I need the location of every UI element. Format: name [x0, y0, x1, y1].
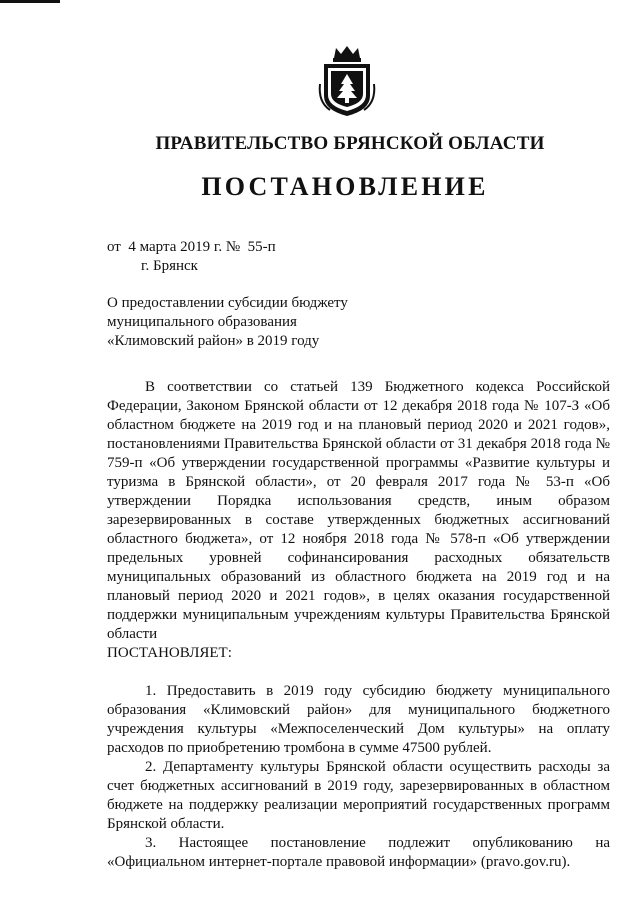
- item-paragraph-3: 3. Настоящее постановление подлежит опубликованию на «Официальном интернет-портале правовой информации» (pravo.gov.ru).: [107, 835, 610, 870]
- decree-word: ПОСТАНОВЛЯЕТ:: [107, 645, 232, 661]
- document-body: [107, 378, 610, 872]
- document-type-heading: ПОСТАНОВЛЕНИЕ: [201, 172, 489, 201]
- bryansk-coat-of-arms-icon: [316, 44, 378, 118]
- preamble-paragraph: В соответствии со статьей 139 Бюджетного кодекса Российской Федерации, Законом Брянской области от 12 декабря 2018 года № 107-З «Об областном бюджете на 2019 год и на плановый период 2020 и 2021 годов», постановлениями Правительства Брянской области от 31 декабря 2018 года № 759-п «Об утверждении государственной программы «Развитие культуры и туризма в Брянской области», от 20 февраля 2017 года № 53-п «Об утверждении Порядка использования средств, иным образом зарезервированных в составе утвержденных бюджетных ассигнований областного бюджета», от 12 ноября 2018 года № 578-п «Об утверждении предельных уровней софинансирования расходных обязательств муниципальных образований из областного бюджета на 2019 год и на плановый период 2020 и 2021 годов», в целях оказания государственной поддержки муниципальным учреждениям культуры Правительства Брянской области: [107, 379, 610, 642]
- date-number-line: от 4 марта 2019 г. № 55-п: [107, 239, 276, 255]
- organization-title: ПРАВИТЕЛЬСТВО БРЯНСКОЙ ОБЛАСТИ: [155, 133, 545, 154]
- document-subject: О предоставлении субсидии бюджету муниципального образования «Климовский район» в 2019 году: [107, 295, 348, 349]
- city-line: г. Брянск: [141, 258, 198, 274]
- scan-edge-line: [0, 0, 60, 3]
- document-meta: [107, 238, 276, 276]
- item-paragraph-2: 2. Департаменту культуры Брянской области осуществить расходы за счет бюджетных ассигнований в 2019 году, зарезервированных в областном бюджете на поддержку реализации мероприятий государственных программ Брянской области.: [107, 759, 610, 832]
- item-paragraph-1: 1. Предоставить в 2019 году субсидию бюджету муниципального образования «Климовский район» для муниципального бюджетного учреждения культуры «Межпоселенческий Дом культуры» на оплату расходов по приобретению тромбона в сумме 47500 рублей.: [107, 683, 610, 756]
